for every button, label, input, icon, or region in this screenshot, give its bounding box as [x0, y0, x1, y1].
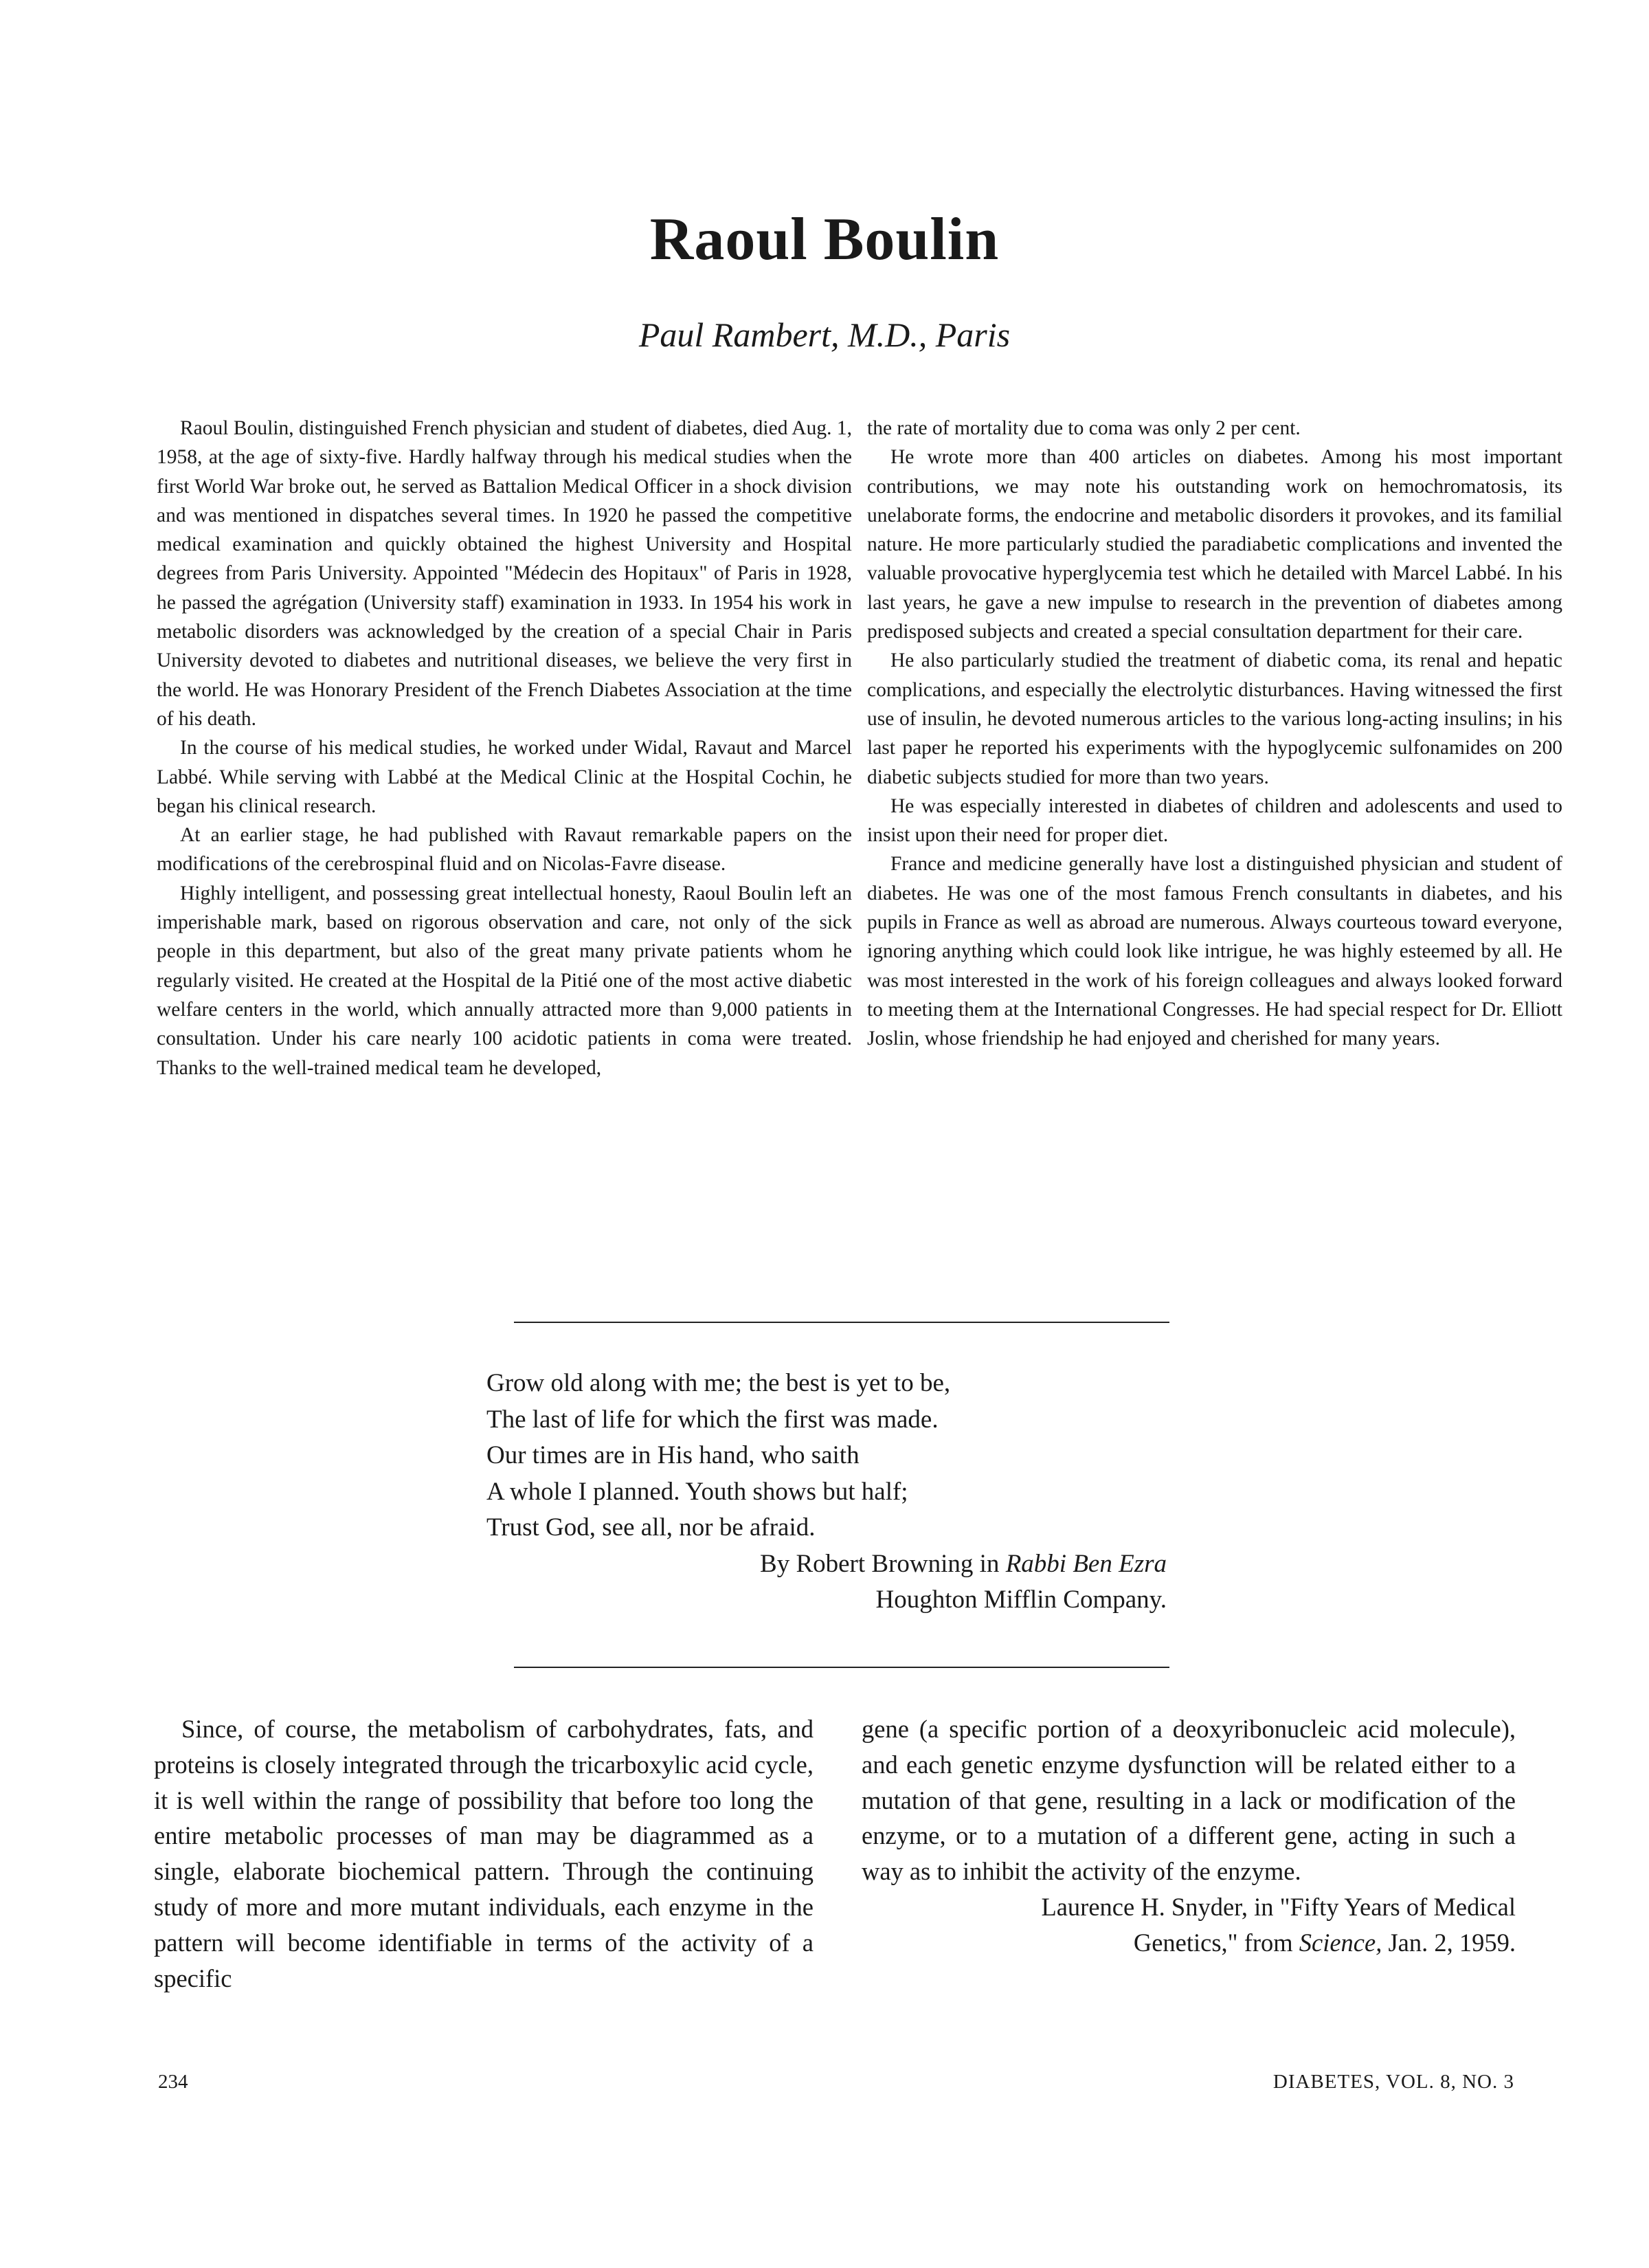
citation-journal: Science,: [1299, 1928, 1382, 1957]
divider-rule: [514, 1322, 1169, 1323]
poem-line: Grow old along with me; the best is yet to be,: [486, 1369, 951, 1397]
article-column-left: [157, 414, 852, 1082]
quote-text-continuation: gene (a specific portion of a deoxyribonucleic acid molecule), and each genetic enzyme dysfunction will be related either to a mutation of that gene, resulting in a lack or modification of the enzyme, or to a mutation of a different gene, acting in such a way as to inhibit the activity of the enzyme.: [862, 1715, 1516, 1886]
citation-prefix: Genetics," from: [1133, 1928, 1299, 1957]
paragraph: He also particularly studied the treatment of diabetic coma, its renal and hepatic complications, and especially the electrolytic disturbances. Having witnessed the first use of insulin, he devoted numerous articles to the various long-acting insulins; in his last paper he reported his experiments with the hypoglycemic sulfonamides on 200 diabetic subjects studied for more than two years.: [867, 649, 1562, 788]
article-title: Raoul Boulin: [649, 206, 1000, 273]
poem-line: Our times are in His hand, who saith: [486, 1441, 860, 1469]
attribution-work: Rabbi Ben Ezra: [1005, 1549, 1167, 1578]
paragraph-continuation: the rate of mortality due to coma was only 2 per cent.: [867, 417, 1301, 439]
paragraph: Raoul Boulin, distinguished French physician and student of diabetes, died Aug. 1, 1958, at the age of sixty-five. Hardly halfway through his medical studies when the first World War broke out, he served as Battalion Medical Officer in a shock division and was mentioned in dispatches several times. In 1920 he passed the competitive medical examination and quickly obtained the highest University and Hospital degrees from Paris University. Appointed "Médecin des Hopitaux" of Paris in 1928, he passed the agrégation (University staff) examination in 1933. In 1954 his work in metabolic disorders was acknowledged by the creation of a special Chair in Paris University devoted to diabetes and nutritional diseases, we believe the very first in the world. He was Honorary President of the French Diabetes Association at the time of his death.: [157, 417, 852, 730]
quote-column-left: [154, 1711, 814, 1996]
poem-line: The last of life for which the first was made.: [486, 1405, 939, 1434]
quote-text: Since, of course, the metabolism of carbohydrates, fats, and proteins is closely integrated through the tricarboxylic acid cycle, it is well within the range of possibility that before too long the entire metabolic processes of man may be diagrammed as a single, elaborate biochemical pattern. Through the continuing study of more and more mutant individuals, each enzyme in the pattern will become identifiable in terms of the activity of a specific: [154, 1715, 814, 1992]
poem-publisher: Houghton Mifflin Company.: [875, 1586, 1167, 1614]
attribution-prefix: By Robert Browning in: [760, 1549, 1006, 1578]
paragraph: He wrote more than 400 articles on diabetes. Among his most important contributions, we may note his outstanding work on hemochromatosis, its unelaborate forms, the endocrine and metabolic disorders it provokes, and its familial nature. He more particularly studied the paradiabetic complications and invented the valuable provocative hyperglycemia test which he detailed with Marcel Labbé. In his last years, he gave a new impulse to research in the prevention of diabetes among predisposed subjects and created a special consultation department for their care.: [867, 446, 1562, 643]
quote-column-right: [862, 1711, 1516, 1961]
poem-line: Trust God, see all, nor be afraid.: [486, 1513, 816, 1542]
poem-line: A whole I planned. Youth shows but half;: [486, 1477, 908, 1506]
citation-date: Jan. 2, 1959.: [1382, 1928, 1516, 1957]
poem-block: [486, 1366, 1167, 1619]
quote-citation-line: [862, 1925, 1516, 1961]
paragraph: Highly intelligent, and possessing great intellectual honesty, Raoul Boulin left an imperishable mark, based on rigorous observation and care, not only of the sick people in this department, but also of the great many private patients whom he regularly visited. He created at the Hospital de la Pitié one of the most active diabetic welfare centers in the world, which annually attracted more than 9,000 patients in consultation. Under his care nearly 100 acidotic patients in coma were treated. Thanks to the well-trained medical team he developed,: [157, 882, 852, 1079]
divider-rule: [514, 1667, 1169, 1668]
paragraph: He was especially interested in diabetes of children and adolescents and used to insist upon their need for proper diet.: [867, 794, 1562, 847]
paragraph: At an earlier stage, he had published with Ravaut remarkable papers on the modifications of the cerebrospinal fluid and on Nicolas-Favre disease.: [157, 824, 852, 876]
quote-citation-line: Laurence H. Snyder, in "Fifty Years of Medical: [1041, 1892, 1516, 1921]
poem-attribution: [486, 1546, 1167, 1583]
paragraph: In the course of his medical studies, he worked under Widal, Ravaut and Marcel Labbé. While serving with Labbé at the Medical Clinic at the Hospital Cochin, he began his clinical research.: [157, 737, 852, 817]
article-column-right: [867, 414, 1562, 1054]
article-byline: Paul Rambert, M.D., Paris: [638, 315, 1011, 354]
journal-footer: DIABETES, VOL. 8, NO. 3: [1272, 2071, 1514, 2093]
page-number: 234: [158, 2071, 188, 2093]
paragraph: France and medicine generally have lost a distinguished physician and student of diabetes. He was one of the most famous French consultants in diabetes, and his pupils in France as well as abroad are numerous. Always courteous toward everyone, ignoring anything which could look like intrigue, he was highly esteemed by all. He was most interested in the work of his foreign colleagues and always looked forward to meeting them at the International Congresses. He had special respect for Dr. Elliott Joslin, whose friendship he had enjoyed and cherished for many years.: [867, 853, 1562, 1050]
